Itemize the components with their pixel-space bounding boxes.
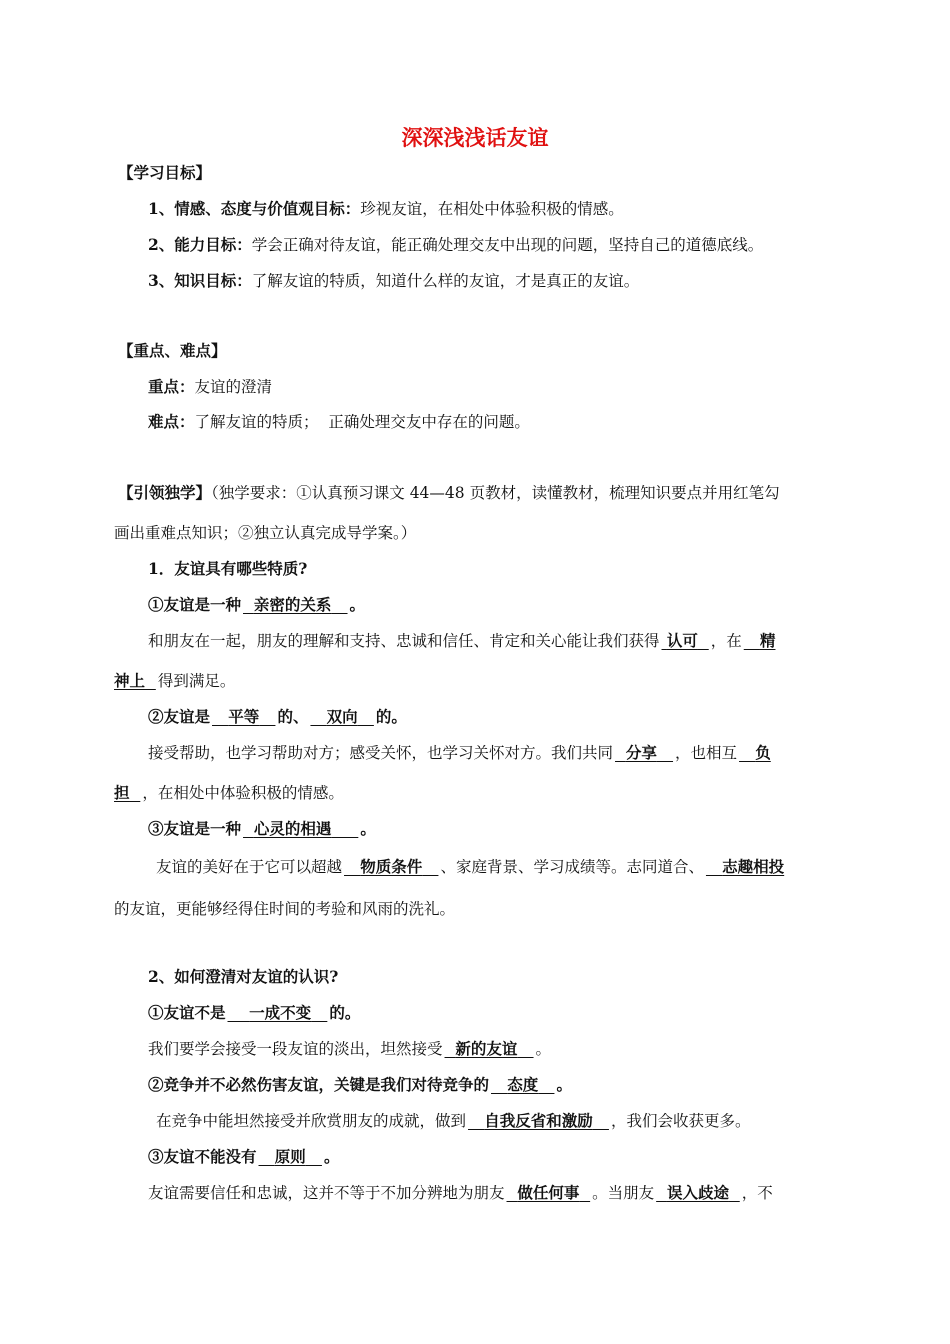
- answer-blank: [505, 1183, 593, 1202]
- body-text: 友谊需要信任和忠诚，这并不等于不加分辨地为朋友: [148, 1184, 505, 1202]
- objective-item-1: [148, 198, 624, 220]
- point-middle: 的、: [277, 707, 309, 726]
- point-heading: ②友谊是: [148, 707, 211, 726]
- objective-text: 珍视友谊，在相处中体验积极的情感。: [360, 200, 624, 218]
- q1-point-2-body-cont: [114, 782, 344, 804]
- q1-point-2: [148, 706, 407, 728]
- q1-point-3-body: [156, 856, 786, 878]
- question-1-title: 1．友谊具有哪些特质?: [148, 559, 308, 578]
- answer-text: 精: [759, 631, 776, 650]
- answer-text: 双向: [326, 707, 358, 726]
- q1-point-3: [148, 818, 376, 840]
- answer-blank: [466, 1111, 611, 1130]
- objective-text: 学会正确对待友谊，能正确处理交友中出现的问题，坚持自己的道德底线。: [251, 236, 764, 254]
- q2-point-3-body: [148, 1182, 773, 1204]
- answer-blank: [489, 1075, 556, 1094]
- guide-line-1: [118, 482, 780, 504]
- answer-blank: [114, 671, 158, 690]
- body-text: 得到满足。: [157, 672, 236, 690]
- guide-line-2: 画出重难点知识；②独立认真完成导学案。）: [114, 524, 417, 542]
- key-point-text: 友谊的澄清: [194, 378, 273, 396]
- answer-text: 原则: [274, 1147, 306, 1166]
- q1-point-1-body: [148, 630, 777, 652]
- objective-item-3: [148, 270, 639, 292]
- answer-text: 自我反省和激励: [484, 1111, 593, 1130]
- key-point: [148, 376, 272, 398]
- body-text: 、家庭背景、学习成绩等。志同道合、: [440, 858, 704, 876]
- answer-text: 做任何事: [517, 1183, 580, 1202]
- point-end: 的。: [375, 707, 407, 726]
- difficult-point: [148, 411, 530, 433]
- point-heading: ③友谊是一种: [148, 819, 242, 838]
- q1-point-2-body: [148, 742, 773, 764]
- body-text: 和朋友在一起，朋友的理解和支持、忠诚和信任、肯定和关心能让我们获得: [148, 632, 660, 650]
- answer-blank: [737, 743, 773, 762]
- q2-point-3: [148, 1146, 339, 1168]
- answer-blank: [114, 783, 142, 802]
- q2-point-2: [148, 1074, 572, 1096]
- answer-blank: [257, 1147, 324, 1166]
- answer-blank: [342, 857, 440, 876]
- body-text: ，也相互: [675, 744, 738, 762]
- body-text: 友谊的美好在于它可以超越: [156, 858, 343, 876]
- point-end: 。: [556, 1075, 572, 1094]
- difficult-point-text: 了解友谊的特质； 正确处理交友中存在的问题。: [194, 413, 530, 431]
- body-text: ，在相处中体验积极的情感。: [142, 784, 344, 802]
- objectives-header: 【学习目标】: [118, 163, 212, 182]
- difficult-point-label: 难点：: [148, 412, 195, 431]
- answer-text: 平等: [228, 707, 260, 726]
- answer-blank: [308, 707, 375, 726]
- body-text: ，我们会收获更多。: [610, 1112, 751, 1130]
- point-end: 。: [323, 1147, 340, 1166]
- answer-text: 态度: [507, 1075, 539, 1094]
- guide-requirements: （独学要求：①认真预习课文 44—48 页教材，读懂教材，梳理知识要点并用红笔勾: [211, 484, 780, 502]
- guide-header: 【引领独学】: [118, 483, 212, 502]
- point-heading: ③友谊不能没有: [148, 1147, 257, 1166]
- answer-blank: [241, 595, 350, 614]
- objective-text: 了解友谊的特质，知道什么样的友谊，才是真正的友谊。: [251, 272, 640, 290]
- question-2-title: 2、如何澄清对友谊的认识?: [148, 967, 339, 986]
- answer-blank: [443, 1039, 536, 1058]
- q2-point-1: [148, 1002, 360, 1024]
- body-text: 。当朋友: [592, 1184, 655, 1202]
- answer-blank: [654, 1183, 742, 1202]
- q2-point-2-body: [156, 1110, 750, 1132]
- answer-text: 一成不变: [249, 1003, 312, 1022]
- point-heading: ②竞争并不必然伤害友谊，关键是我们对待竞争的: [148, 1075, 490, 1094]
- point-end: 。: [349, 595, 366, 614]
- point-end: 。: [360, 819, 376, 838]
- answer-text: 物质条件: [360, 857, 423, 876]
- document-title: 深深浅浅话友谊: [401, 126, 549, 150]
- answer-text: 神上: [114, 671, 146, 690]
- body-text: 我们要学会接受一段友谊的淡出，坦然接受: [148, 1040, 443, 1058]
- answer-text: 新的友谊: [455, 1039, 518, 1058]
- key-point-label: 重点：: [148, 377, 195, 396]
- answer-text: 心灵的相遇: [253, 819, 332, 838]
- point-heading: ①友谊不是: [148, 1003, 226, 1022]
- answer-blank: [613, 743, 675, 762]
- q1-point-1-body-cont: [114, 670, 235, 692]
- answer-text: 负: [755, 743, 771, 762]
- answer-text: 担: [114, 783, 130, 802]
- answer-blank: [226, 1003, 330, 1022]
- body-text: 接受帮助，也学习帮助对方；感受关怀，也学习关怀对方。我们共同: [148, 744, 614, 762]
- q1-point-1: [148, 594, 365, 616]
- objective-item-2: [148, 234, 763, 256]
- q1-point-3-body-cont: 的友谊，更能够经得住时间的考验和风雨的洗礼。: [114, 900, 456, 918]
- answer-blank: [704, 857, 786, 876]
- point-heading: ①友谊是一种: [148, 595, 242, 614]
- answer-text: 认可: [666, 631, 698, 650]
- body-text: ，在: [710, 632, 742, 650]
- answer-text: 误入歧途: [666, 1183, 729, 1202]
- answer-blank: [660, 631, 711, 650]
- answer-blank: [742, 631, 778, 650]
- answer-text: 分享: [625, 743, 657, 762]
- body-text: ，不: [741, 1184, 773, 1202]
- answer-blank: [241, 819, 360, 838]
- point-end: 的。: [329, 1003, 361, 1022]
- answer-text: 志趣相投: [722, 857, 785, 876]
- objective-label: 2、能力目标：: [148, 235, 252, 254]
- q2-point-1-body: [148, 1038, 551, 1060]
- answer-blank: [210, 707, 277, 726]
- objective-label: 3、知识目标：: [148, 271, 252, 290]
- objective-label: 1、情感、态度与价值观目标：: [148, 199, 361, 218]
- answer-text: 亲密的关系: [253, 595, 332, 614]
- focus-header: 【重点、难点】: [118, 341, 227, 360]
- body-text: 。: [535, 1040, 552, 1058]
- body-text: 在竞争中能坦然接受并欣赏朋友的成就，做到: [156, 1112, 467, 1130]
